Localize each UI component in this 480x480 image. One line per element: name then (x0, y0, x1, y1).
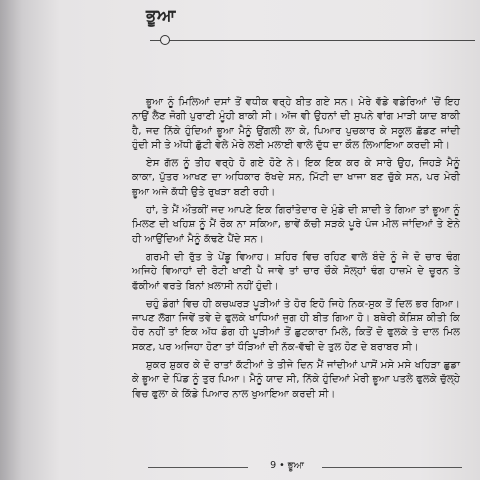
paragraph: ਚਹੁੰ ਡੰਗਾਂ ਵਿਚ ਹੀ ਕਚਘਰੜ ਪੂੜੀਆਂ ਤੇ ਹੋਰ ਇਹੋ ਜਿਹੇ ਨਿਕ-ਸੁਕ ਤੋਂ ਦਿਲ ਭਰ ਗਿਆ। ਜਾਪਣ ਲੱਗਾ ਜਿਵੇਂ ਤਵੇ ਦੇ ਫੁਲਕੇ ਖਾਧਿਆਂ ਜੁਗ ਹੀ ਬੀਤ ਗਿਆ ਹੋ। ਬਥੇਰੀ ਕੋਸ਼ਿਸ਼ ਕੀਤੀ ਕਿ ਹੋਰ ਨਹੀਂ ਤਾਂ ਇਕ ਅੱਧ ਡੰਗ ਹੀ ਪੂੜੀਆਂ ਤੋਂ ਛੁਟਕਾਰਾ ਮਿਲੇ, ਕਿਤੋਂ ਦੋ ਫੁਲਕੇ ਤੇ ਦਾਲ ਮਿਲ ਸਕਣ, ਪਰ ਅਜਿਹਾ ਹੋਣਾ ਤਾਂ ਧੌੜਿਆਂ ਦੀ ਨੱਕ-ਵੱਢੀ ਦੇ ਤੁਲ ਹੋਣ ਦੇ ਬਰਾਬਰ ਸੀ। (132, 298, 460, 353)
chapter-body (132, 96, 460, 406)
chapter-title: ਭੂਆ (146, 6, 176, 26)
title-rule (150, 40, 475, 41)
footer-rule-right (322, 467, 462, 468)
title-rule-ornament (160, 35, 170, 45)
paragraph: ਗਰਮੀ ਦੀ ਰੁੱਤ ਤੇ ਪੇਂਡੂ ਵਿਆਹ। ਸ਼ਹਿਰ ਵਿਚ ਰਹਿਣ ਵਾਲੇ ਬੰਦੇ ਨੂੰ ਜੇ ਦੋ ਚਾਰ ਢੰਗ ਅਜਿਹੇ ਵਿਆਹਾਂ ਦੀ ਰੋਟੀ ਖਾਣੀ ਪੈ ਜਾਵੇ ਤਾਂ ਚਾਰ ਚੌਕੇ ਸੋਲ੍ਹਾਂ ਢੰਗ ਹਾਜ਼ਮੇ ਦੇ ਚੂਰਨ ਤੇ ਫੱਕੀਆਂ ਵਰਤੇ ਬਿਨਾਂ ਖ਼ਲਾਸੀ ਨਹੀਂ ਹੁੰਦੀ। (132, 251, 460, 292)
paragraph: ਸ਼ੁਕਰ ਸ਼ੁਕਰ ਕੇ ਦੋ ਰਾਤਾਂ ਕੱਟੀਆਂ ਤੇ ਤੀਜੇ ਦਿਨ ਮੈਂ ਜਾਂਦੀਆਂ ਪਾਸੋਂ ਮਸੇ ਮਸੇ ਖਹਿੜਾ ਛੁਡਾ ਕੇ ਭੂਆ ਦੇ ਪਿੰਡ ਨੂੰ ਤੁਰ ਪਿਆ। ਮੈਨੂੰ ਯਾਦ ਸੀ, ਨਿੱਕੇ ਹੁੰਦਿਆਂ ਮੇਰੀ ਭੂਆ ਪਤਲੇ ਫੁਲਕੇ ਚੁੱਲ੍ਹੇ ਵਿਚ ਫੁਲਾ ਕੇ ਕਿੱਡੇ ਪਿਆਰ ਨਾਲ ਖੁਆਇਆ ਕਰਦੀ ਸੀ। (132, 360, 460, 400)
paragraph: ਹਾਂ, ਤੇ ਮੈਂ ਔਤਕੀਂ ਜਦ ਆਪਣੇ ਇਕ ਗਿਰਾਂਤੇਦਾਰ ਦੇ ਮੁੰਡੇ ਦੀ ਸ਼ਾਦੀ ਤੇ ਗਿਆ ਤਾਂ ਭੂਆ ਨੂੰ ਮਿਲਣ ਦੀ ਖਹਿਸ਼ ਨੂੰ ਮੈਂ ਰੋਕ ਨਾ ਸਕਿਆ, ਭਾਵੇਂ ਕੱਚੀ ਸੜਕੇ ਪੂਰੇ ਪੰਜ ਮੀਲ ਜਾਂਦਿਆਂ ਤੇ ਏਨੇ ਹੀ ਆਉਂਦਿਆਂ ਮੈਨੂੰ ਕੱਢਣੇ ਪੈਂਦੇ ਸਨ। (132, 205, 460, 245)
paragraph: ਏਸ ਗੱਲ ਨੂੰ ਤੀਹ ਵਰ੍ਹੇ ਹੋ ਗਏ ਹੋਣੇ ਨੇ। ਇਕ ਇਕ ਕਰ ਕੇ ਸਾਰੇ ਉਹ, ਜਿਹੜੇ ਮੈਨੂੰ ਕਾਕਾ, ਪੁੱਤਰ ਆਖਣ ਦਾ ਅਧਿਕਾਰ ਰੱਖਦੇ ਸਨ, ਮਿੱਟੀ ਦਾ ਖਾਜਾ ਬਣ ਚੁੱਕੇ ਸਨ, ਪਰ ਮੇਰੀ ਭੂਆ ਅਜੇ ਕੱਧੀ ਉਤੇ ਰੁਖੜਾ ਬਣੀ ਰਹੀ। (132, 158, 460, 198)
page-footer: 9 • ਭੂਆ (270, 460, 304, 471)
paragraph: ਭੂਆ ਨੂੰ ਮਿਲਿਆਂ ਦਸਾਂ ਤੋਂ ਵਧੀਕ ਵਰ੍ਹੇ ਬੀਤ ਗਏ ਸਨ। ਮੇਰੇ ਵੱਡੇ ਵਡੇਰਿਆਂ 'ਚੋਂ ਇਹ ਨਾਉਂ ਲੈਣ ਜੋਗੀ ਪੁਰਾਣੀ ਮੂੰਹੀ ਬਾਕੀ ਸੀ। ਅੱਜ ਵੀ ਉਹਨਾਂ ਦੀ ਸੁਪਨੇ ਵਾਂਗ ਮਾੜੀ ਯਾਦ ਬਾਕੀ ਹੈ, ਜਦ ਨਿੱਕੇ ਹੁੰਦਿਆਂ ਭੂਆ ਮੈਨੂੰ ਉਂਗਲੀ ਲਾ ਕੇ, ਪਿਆਰ ਪੁਚਕਾਰ ਕੇ ਸਕੂਲ ਛੱਡਣ ਜਾਂਦੀ ਹੁੰਦੀ ਸੀ ਤੇ ਅੱਧੀ ਛੁੱਟੀ ਵੇਲੇ ਮੇਰੇ ਲਈ ਮਲਾਈ ਵਾਲੇ ਦੁੱਧ ਦਾ ਕੌਲ ਲਿਆਇਆ ਕਰਦੀ ਸੀ। (132, 97, 460, 151)
footer-rule-left (148, 467, 248, 468)
